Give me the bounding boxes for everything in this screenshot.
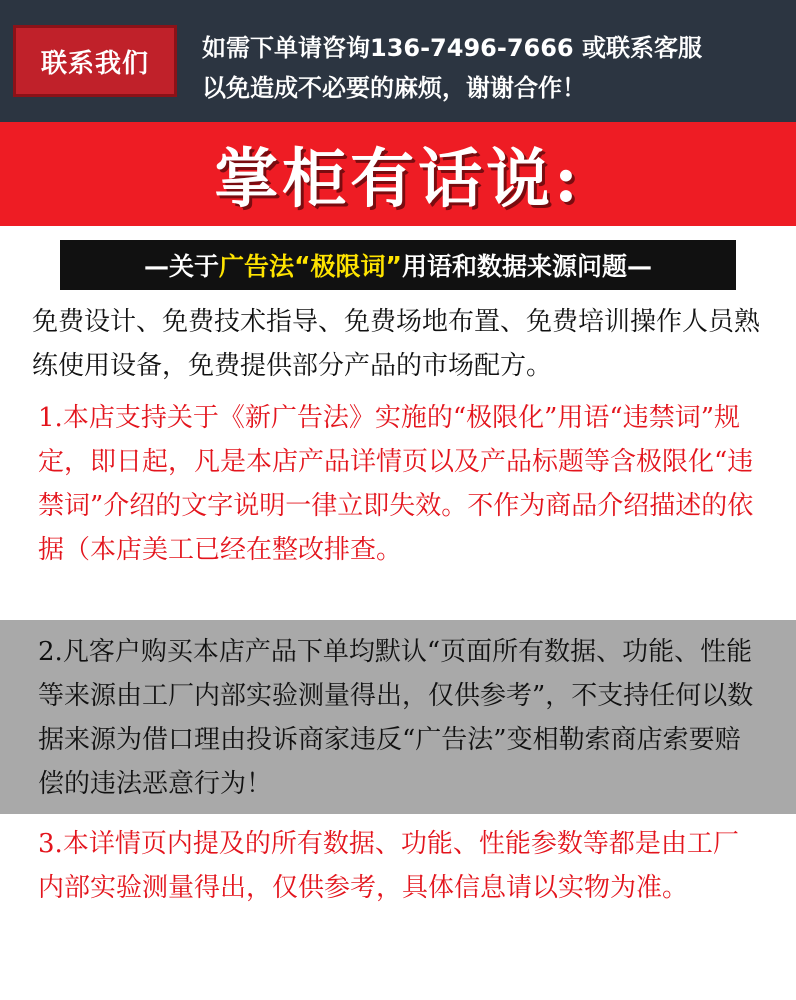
- item-text: 本详情页内提及的所有数据、功能、性能参数等都是由工厂内部实验测量得出，仅供参考，具体信息请以实物为准。: [38, 829, 739, 903]
- subtitle-suffix: 用语和数据来源问题—: [401, 252, 652, 281]
- item-number: 3.: [38, 829, 63, 859]
- intro-paragraph: 免费设计、免费技术指导、免费场地布置、免费培训操作人员熟练使用设备，免费提供部分产品的市场配方。: [32, 307, 761, 381]
- notice-item-2: [38, 630, 762, 806]
- subtitle-quote-open: “: [294, 250, 311, 280]
- subtitle-prefix: —关于: [144, 252, 220, 281]
- item-number: 2.: [38, 637, 63, 667]
- item-text: 本店支持关于《新广告法》实施的“极限化”用语“违禁词”规定，即日起，凡是本店产品详情页以及产品标题等含极限化“违禁词”介绍的文字说明一律立即失效。不作为商品介绍描述的依据（本店美工已经在整改排查。: [38, 403, 754, 565]
- headline-title: 掌柜有话说:: [214, 142, 582, 217]
- headline-banner: [0, 122, 796, 226]
- contact-info-text: [202, 28, 792, 108]
- subtitle-bar: [60, 240, 736, 290]
- top-contact-bar: [0, 0, 796, 122]
- subtitle-quote-close: ”: [385, 250, 402, 280]
- subtitle-highlight-extreme-words: 极限词: [310, 252, 386, 281]
- contact-line-2: 以免造成不必要的麻烦，谢谢合作！: [202, 74, 586, 102]
- notice-item-3: [38, 822, 762, 910]
- contact-us-button[interactable]: 联系我们: [13, 25, 177, 97]
- item-text: 凡客户购买本店产品下单均默认“页面所有数据、功能、性能等来源由工厂内部实验测量得出，仅供参考”，不支持任何以数据来源为借口理由投诉商家违反“广告法”变相勒索商店索要赔偿的违法恶意行为！: [38, 637, 754, 799]
- subtitle-highlight-ad-law: 广告法: [219, 252, 295, 281]
- contact-line-1: 如需下单请咨询136-7496-7666 或联系客服: [202, 34, 702, 62]
- notice-item-1: [38, 396, 762, 572]
- item-number: 1.: [38, 403, 63, 433]
